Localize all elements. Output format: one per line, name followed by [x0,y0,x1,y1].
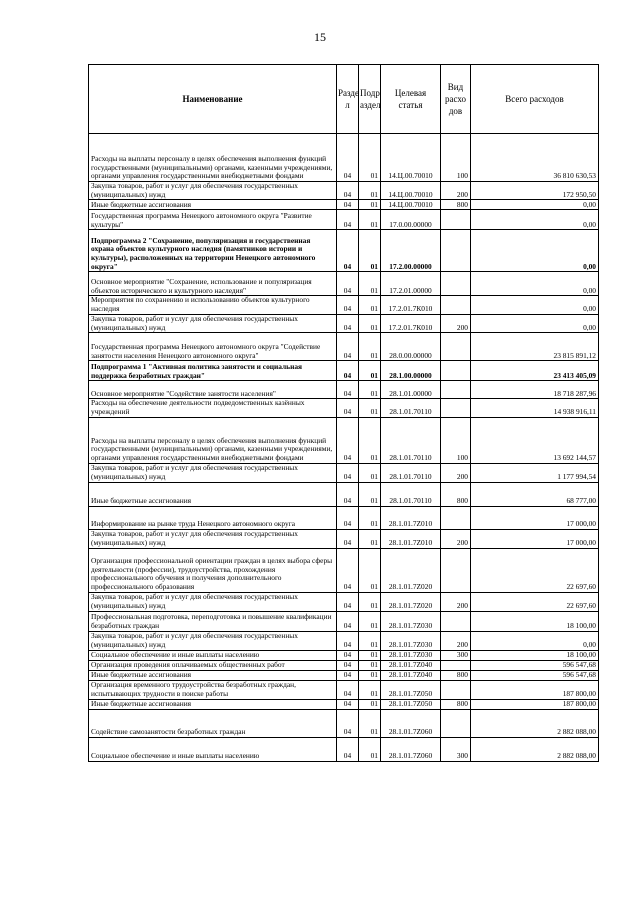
table-row [89,482,599,506]
row-expense-type [441,660,471,670]
row-target: 14.Ц.00.70010 [381,134,441,182]
row-target: 17.2.00.00000 [381,230,441,272]
row-section: 04 [337,482,359,506]
row-name: Подпрограмма 1 "Активная политика занятости и социальная поддержка безработных граждан" [89,361,337,381]
table-row [89,296,599,314]
row-expense-type: 800 [441,200,471,210]
row-section: 04 [337,680,359,699]
row-expense-type: 200 [441,463,471,482]
row-name: Социальное обеспечение и иные выплаты населению [89,650,337,660]
row-total: 23 413 405,09 [471,361,599,381]
row-subsection: 01 [359,417,381,463]
row-subsection: 01 [359,660,381,670]
row-target: 14.Ц.00.70010 [381,182,441,200]
row-total: 36 810 630,53 [471,134,599,182]
row-subsection: 01 [359,699,381,709]
row-total: 22 697,60 [471,592,599,611]
row-target: 28.1.01.7Z020 [381,592,441,611]
table-row [89,417,599,463]
row-subsection: 01 [359,680,381,699]
header-expense-type: Вид расхо дов [441,65,471,134]
row-expense-type [441,506,471,529]
row-expense-type [441,548,471,592]
row-target: 28.1.01.7Z060 [381,737,441,761]
table-row [89,361,599,381]
row-target: 28.1.01.7Z040 [381,670,441,680]
row-expense-type [441,611,471,631]
row-name: Иные бюджетные ассигнования [89,699,337,709]
row-subsection: 01 [359,482,381,506]
page-number: 15 [314,30,326,44]
table-row [89,399,599,417]
row-total: 23 815 891,12 [471,333,599,361]
row-total: 18 100,00 [471,611,599,631]
row-expense-type [441,381,471,399]
row-total: 0,00 [471,230,599,272]
header-subsection: Подр аздел [359,65,381,134]
row-total: 14 938 916,11 [471,399,599,417]
row-name: Мероприятия по сохранению и использованию объектов культурного наследия [89,296,337,314]
row-total: 18 718 287,96 [471,381,599,399]
row-subsection: 01 [359,548,381,592]
row-section: 04 [337,611,359,631]
row-target: 28.1.01.70110 [381,463,441,482]
row-subsection: 01 [359,463,381,482]
table-row [89,314,599,332]
row-subsection: 01 [359,296,381,314]
row-section: 04 [337,463,359,482]
header-target: Целевая статья [381,65,441,134]
row-section: 04 [337,314,359,332]
table-row [89,134,599,182]
row-target: 28.1.01.70110 [381,417,441,463]
row-target: 17.2.01.7К010 [381,296,441,314]
table-body [89,134,599,762]
row-name: Иные бюджетные ассигнования [89,200,337,210]
row-target: 28.1.01.70110 [381,482,441,506]
table-row [89,182,599,200]
row-subsection: 01 [359,399,381,417]
row-subsection: 01 [359,506,381,529]
row-name: Закупка товаров, работ и услуг для обеспечения государственных (муниципальных) нужд [89,182,337,200]
row-section: 04 [337,272,359,296]
budget-table [88,64,599,762]
row-total: 0,00 [471,314,599,332]
row-expense-type [441,680,471,699]
table-row [89,592,599,611]
table-row [89,680,599,699]
row-total: 187 800,00 [471,699,599,709]
row-total: 2 882 088,00 [471,709,599,737]
row-expense-type: 100 [441,134,471,182]
row-subsection: 01 [359,709,381,737]
row-subsection: 01 [359,272,381,296]
table-row [89,631,599,650]
row-name: Информирование на рынке труда Ненецкого автономного округа [89,506,337,529]
row-total: 18 100,00 [471,650,599,660]
table-row [89,200,599,210]
table-row [89,210,599,230]
row-subsection: 01 [359,314,381,332]
row-section: 04 [337,200,359,210]
row-target: 28.1.01.00000 [381,381,441,399]
row-expense-type [441,361,471,381]
row-total: 13 692 144,57 [471,417,599,463]
row-name: Организация временного трудоустройства безработных граждан, испытывающих трудности в поиске работы [89,680,337,699]
table-row [89,611,599,631]
row-target: 28.1.01.7Z030 [381,650,441,660]
row-expense-type: 800 [441,670,471,680]
row-target: 17.2.01.00000 [381,272,441,296]
row-target: 28.0.00.00000 [381,333,441,361]
row-section: 04 [337,529,359,548]
row-total: 187 800,00 [471,680,599,699]
row-section: 04 [337,592,359,611]
row-total: 596 547,68 [471,670,599,680]
row-section: 04 [337,230,359,272]
row-expense-type [441,399,471,417]
row-expense-type: 800 [441,482,471,506]
row-total: 0,00 [471,631,599,650]
row-expense-type: 200 [441,314,471,332]
row-section: 04 [337,650,359,660]
row-section: 04 [337,699,359,709]
row-name: Иные бюджетные ассигнования [89,482,337,506]
row-name: Основное мероприятие "Сохранение, использование и популяризация объектов исторического и культурного наследия" [89,272,337,296]
row-section: 04 [337,210,359,230]
row-subsection: 01 [359,592,381,611]
row-section: 04 [337,182,359,200]
table-row [89,670,599,680]
row-expense-type: 100 [441,417,471,463]
row-target: 28.1.01.7Z050 [381,680,441,699]
row-name: Основное мероприятие "Содействие занятости населения" [89,381,337,399]
table-row [89,272,599,296]
row-name: Расходы на обеспечение деятельности подведомственных казённых учреждений [89,399,337,417]
row-name: Закупка товаров, работ и услуг для обеспечения государственных (муниципальных) нужд [89,631,337,650]
table-row [89,699,599,709]
table-row [89,660,599,670]
row-total: 2 882 088,00 [471,737,599,761]
row-name: Государственная программа Ненецкого автономного округа "Развитие культуры" [89,210,337,230]
row-expense-type [441,709,471,737]
row-name: Организация профессиональной ориентации граждан в целях выбора сферы деятельности (профессии), трудоустройства, прохождения профессионального обучения и получения дополнительного профессионального образования [89,548,337,592]
row-expense-type: 800 [441,699,471,709]
row-subsection: 01 [359,670,381,680]
row-subsection: 01 [359,611,381,631]
row-section: 04 [337,296,359,314]
row-expense-type [441,333,471,361]
row-target: 28.1.01.7Z030 [381,611,441,631]
row-section: 04 [337,134,359,182]
table-row [89,737,599,761]
row-name: Государственная программа Ненецкого автономного округа "Содействие занятости населения Ненецкого автономного округа" [89,333,337,361]
table-row [89,381,599,399]
row-target: 28.1.01.7Z040 [381,660,441,670]
row-expense-type: 200 [441,182,471,200]
row-name: Подпрограмма 2 "Сохранение, популяризация и государственная охрана объектов культурного наследия (памятников истории и культуры), расположенных на территории Ненецкого автономного округа" [89,230,337,272]
row-expense-type: 200 [441,529,471,548]
row-total: 17 000,00 [471,506,599,529]
row-section: 04 [337,399,359,417]
row-name: Иные бюджетные ассигнования [89,670,337,680]
row-subsection: 01 [359,631,381,650]
row-target: 28.1.01.7Z050 [381,699,441,709]
row-total: 1 177 994,54 [471,463,599,482]
table-row [89,230,599,272]
row-subsection: 01 [359,737,381,761]
row-total: 68 777,00 [471,482,599,506]
row-name: Закупка товаров, работ и услуг для обеспечения государственных (муниципальных) нужд [89,592,337,611]
table-row [89,709,599,737]
table-header-row [89,65,599,134]
row-expense-type [441,296,471,314]
row-target: 28.1.00.00000 [381,361,441,381]
table-row [89,506,599,529]
row-section: 04 [337,737,359,761]
row-total: 17 000,00 [471,529,599,548]
row-total: 596 547,68 [471,660,599,670]
row-name: Закупка товаров, работ и услуг для обеспечения государственных (муниципальных) нужд [89,314,337,332]
row-total: 22 697,60 [471,548,599,592]
table-row [89,463,599,482]
table-row [89,548,599,592]
row-total: 0,00 [471,210,599,230]
row-total: 172 950,50 [471,182,599,200]
row-expense-type: 300 [441,737,471,761]
row-section: 04 [337,709,359,737]
row-target: 17.0.00.00000 [381,210,441,230]
row-subsection: 01 [359,230,381,272]
row-target: 28.1.01.7Z020 [381,548,441,592]
row-expense-type [441,210,471,230]
row-name: Расходы на выплаты персоналу в целях обеспечения выполнения функций государственными (муниципальными) органами, казенными учреждениями, органами управления государственными внебюджетными фондами [89,134,337,182]
row-expense-type [441,272,471,296]
row-section: 04 [337,361,359,381]
row-total: 0,00 [471,296,599,314]
row-expense-type: 200 [441,631,471,650]
row-subsection: 01 [359,134,381,182]
row-subsection: 01 [359,200,381,210]
header-total: Всего расходов [471,65,599,134]
row-section: 04 [337,381,359,399]
row-subsection: 01 [359,210,381,230]
row-target: 17.2.01.7К010 [381,314,441,332]
row-section: 04 [337,660,359,670]
row-section: 04 [337,670,359,680]
row-expense-type: 200 [441,592,471,611]
row-target: 28.1.01.7Z010 [381,506,441,529]
row-section: 04 [337,333,359,361]
row-subsection: 01 [359,650,381,660]
table-row [89,650,599,660]
row-subsection: 01 [359,381,381,399]
header-name: Наименование [89,65,337,134]
row-target: 28.1.01.70110 [381,399,441,417]
row-name: Организация проведения оплачиваемых общественных работ [89,660,337,670]
row-section: 04 [337,631,359,650]
row-target: 28.1.01.7Z060 [381,709,441,737]
row-name: Закупка товаров, работ и услуг для обеспечения государственных (муниципальных) нужд [89,529,337,548]
row-target: 14.Ц.00.70010 [381,200,441,210]
header-section: Разде л [337,65,359,134]
row-target: 28.1.01.7Z030 [381,631,441,650]
row-expense-type [441,230,471,272]
row-target: 28.1.01.7Z010 [381,529,441,548]
row-expense-type: 300 [441,650,471,660]
row-total: 0,00 [471,200,599,210]
row-name: Закупка товаров, работ и услуг для обеспечения государственных (муниципальных) нужд [89,463,337,482]
table-row [89,529,599,548]
row-subsection: 01 [359,529,381,548]
row-name: Социальное обеспечение и иные выплаты населению [89,737,337,761]
row-subsection: 01 [359,182,381,200]
row-subsection: 01 [359,333,381,361]
row-section: 04 [337,548,359,592]
row-name: Профессиональная подготовка, переподготовка и повышение квалификации безработных граждан [89,611,337,631]
row-total: 0,00 [471,272,599,296]
row-section: 04 [337,506,359,529]
row-subsection: 01 [359,361,381,381]
row-name: Содействие самозанятости безработных граждан [89,709,337,737]
table-row [89,333,599,361]
row-name: Расходы на выплаты персоналу в целях обеспечения выполнения функций государственными (муниципальными) органами, казенными учреждениями, органами управления государственными внебюджетными фондами [89,417,337,463]
row-section: 04 [337,417,359,463]
